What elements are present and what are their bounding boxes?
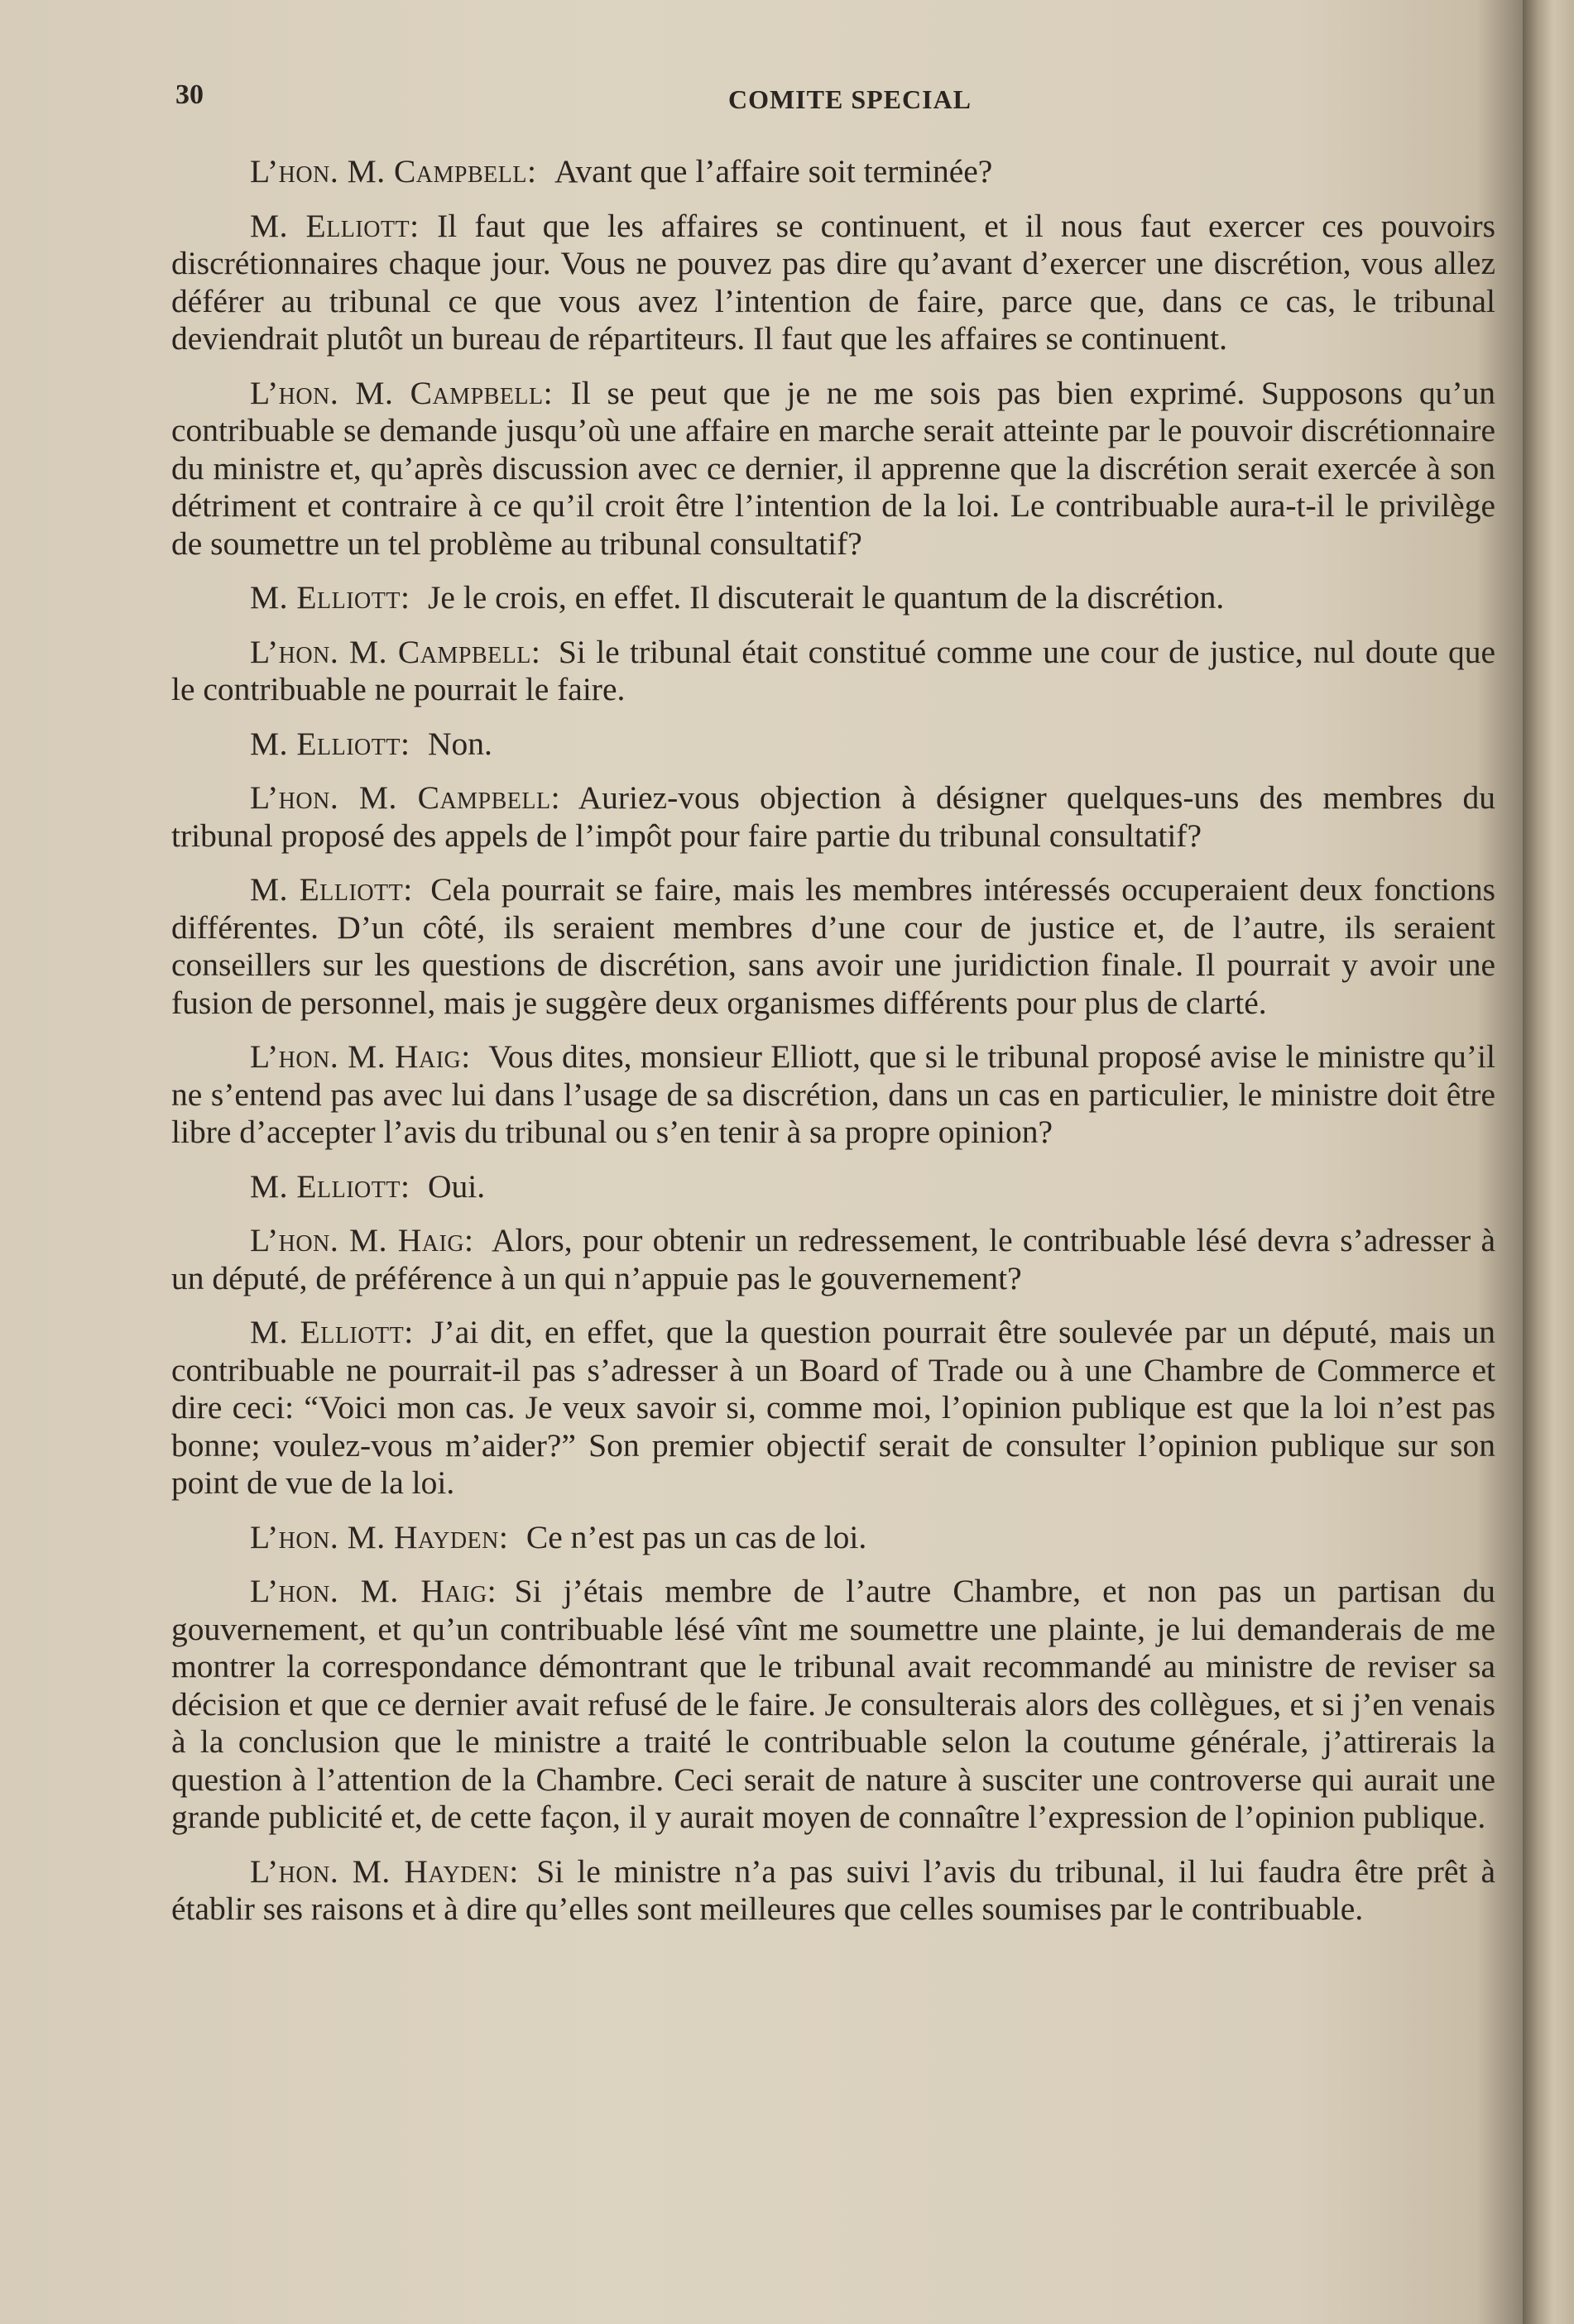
dialogue-text: Vous dites, monsieur Elliott, que si le tribunal proposé avise le ministre qu’il ne s’entend pas avec lui dans l’usage de sa discrétion, dans un cas en particulier, le ministre doit être libre d’accepter l’avis du tribunal ou s’en tenir à sa propre opinion? — [171, 1038, 1495, 1150]
speaker-name: L’hon. M. Haig — [250, 1038, 462, 1075]
speaker-name: L’hon. M. Haig — [250, 1222, 465, 1258]
dialogue-text: Alors, pour obtenir un redressement, le contribuable lésé devra s’adresser à un député, de préférence à un qui n’appuie pas le gouvernement? — [171, 1222, 1495, 1296]
dialogue-text: Si le tribunal était constitué comme une cour de justice, nul doute que le contribuable ne pourrait le faire. — [171, 633, 1495, 707]
dialogue-entry: L’hon. M. Haig: Si j’étais membre de l’autre Chambre, et non pas un partisan du gouvernement, et qu’un contribuable lésé vînt me soumettre une plainte, je lui demanderais de me montrer la correspondance démontrant que le tribunal avait recommandé au ministre de reviser sa décision et que ce dernier avait refusé de le faire. Je consulterais alors des collègues, et si j’en venais à la conclusion que le ministre a traité le contribuable selon la coutume générale, j’attirerais la question à l’attention de la Chambre. Ceci serait de nature à susciter une controverse qui aurait une grande publicité et, de cette façon, il y aurait moyen de connaître l’expression de l’opinion publique. — [171, 1573, 1495, 1835]
dialogue-entry: M. Elliott: Cela pourrait se faire, mais les membres intéressés occuperaient deux fonctions différentes. D’un côté, ils seraient membres d’une cour de justice et, de l’autre, ils seraient conseillers sur les questions de discrétion, sans avoir une juridiction finale. Il pourrait y avoir une fusion de personnel, mais je suggère deux organismes différents pour plus de clarté. — [171, 871, 1495, 1021]
transcript-body — [171, 153, 1495, 1945]
dialogue-entry: L’hon. M. Campbell: Auriez-vous objection à désigner quelques-uns des membres du tribunal proposé des appels de l’impôt pour faire partie du tribunal consultatif? — [171, 779, 1495, 854]
dialogue-text: Cela pourrait se faire, mais les membres intéressés occuperaient deux fonctions différentes. D’un côté, ils seraient membres d’une cour de justice et, de l’autre, ils seraient conseillers sur les questions de discrétion, sans avoir une juridiction finale. Il pourrait y avoir une fusion de personnel, mais je suggère deux organismes différents pour plus de clarté. — [171, 871, 1495, 1021]
dialogue-text: Il faut que les affaires se continuent, et il nous faut exercer ces pouvoirs discrétionnaires chaque jour. Vous ne pouvez pas dire qu’avant d’exercer une discrétion, vous allez déférer au tribunal ce que vous avez l’intention de faire, parce que, dans ce cas, le tribunal deviendrait plutôt un bureau de répartiteurs. Il faut que les affaires se continuent. — [171, 207, 1495, 357]
book-gutter — [1523, 0, 1574, 2324]
speaker-name: L’hon. M. Campbell — [250, 153, 527, 189]
dialogue-text: Je le crois, en effet. Il discuterait le quantum de la discrétion. — [427, 579, 1225, 616]
dialogue-entry: L’hon. M. Haig: Vous dites, monsieur Elliott, que si le tribunal proposé avise le ministre qu’il ne s’entend pas avec lui dans l’usage de sa discrétion, dans un cas en particulier, le ministre doit être libre d’accepter l’avis du tribunal ou s’en tenir à sa propre opinion? — [171, 1038, 1495, 1150]
running-title: COMITE SPECIAL — [727, 84, 972, 114]
dialogue-entry: M. Elliott: Il faut que les affaires se continuent, et il nous faut exercer ces pouvoirs discrétionnaires chaque jour. Vous ne pouvez pas dire qu’avant d’exercer une discrétion, vous allez déférer au tribunal ce que vous avez l’intention de faire, parce que, dans ce cas, le tribunal deviendrait plutôt un bureau de répartiteurs. Il faut que les affaires se continuent. — [171, 207, 1495, 357]
dialogue-text: J’ai dit, en effet, que la question pourrait être soulevée par un député, mais un contribuable ne pourrait-il pas s’adresser à un Board of Trade ou à une Chambre de Commerce et dire ceci: “Voici mon cas. Je veux savoir si, comme moi, l’opinion publique est que la loi n’est pas bonne; voulez-vous m’aider?” Son premier objectif serait de consulter l’opinion publique sur son point de vue de la loi. — [171, 1314, 1495, 1501]
speaker-name: M. Elliott — [250, 579, 401, 616]
speaker-name: M. Elliott — [250, 871, 404, 908]
dialogue-entry: L’hon. M. Campbell: Il se peut que je ne me sois pas bien exprimé. Supposons qu’un contribuable se demande jusqu’où une affaire en marche serait atteinte par le pouvoir discrétionnaire du ministre et, qu’après discussion avec ce dernier, il apprenne que la discrétion serait exercée à son détriment et contraire à ce qu’il croit être l’intention de la loi. Le contribuable aura-t-il le privilège de soumettre un tel problème au tribunal consultatif? — [171, 374, 1495, 562]
dialogue-text: Si j’étais membre de l’autre Chambre, et non pas un partisan du gouvernement, et qu’un contribuable lésé vînt me soumettre une plainte, je lui demanderais de me montrer la correspondance démontrant que le tribunal avait recommandé au ministre de reviser sa décision et que ce dernier avait refusé de le faire. Je consulterais alors des collègues, et si j’en venais à la conclusion que le ministre a traité le contribuable selon la coutume générale, j’attirerais la question à l’attention de la Chambre. Ceci serait de nature à susciter une controverse qui aurait une grande publicité et, de cette façon, il y aurait moyen de connaître l’expression de l’opinion publique. — [171, 1573, 1495, 1835]
speaker-name: L’hon. M. Hayden — [250, 1852, 510, 1890]
dialogue-entry: L’hon. M. Hayden: Si le ministre n’a pas suivi l’avis du tribunal, il lui faudra être prêt à établir ses raisons et à dire qu’elles sont meilleures que celles soumises par le contribuable. — [171, 1852, 1495, 1927]
page-header — [175, 79, 1524, 129]
dialogue-text: Auriez-vous objection à désigner quelques-uns des membres du tribunal proposé des appels de l’impôt pour faire partie du tribunal consultatif? — [171, 779, 1495, 854]
page-number: 30 — [175, 79, 204, 110]
speaker-name: L’hon. M. Haig — [250, 1573, 487, 1609]
speaker-name: M. Elliott — [250, 207, 410, 244]
dialogue-text: Avant que l’affaire soit terminée? — [554, 153, 993, 189]
dialogue-entry: M. Elliott: Non. — [250, 725, 492, 762]
dialogue-entry: M. Elliott: Je le crois, en effet. Il discuterait le quantum de la discrétion. — [250, 579, 1225, 616]
speaker-name: L’hon. M. Campbell — [250, 633, 531, 670]
dialogue-entry: L’hon. M. Hayden: Ce n’est pas un cas de loi. — [250, 1518, 867, 1555]
dialogue-text: Il se peut que je ne me sois pas bien exprimé. Supposons qu’un contribuable se demande jusqu’où une affaire en marche serait atteinte par le pouvoir discrétionnaire du ministre et, qu’après discussion avec ce dernier, il apprenne que la discrétion serait exercée à son détriment et contraire à ce qu’il croit être l’intention de la loi. Le contribuable aura-t-il le privilège de soumettre un tel problème au tribunal consultatif? — [171, 374, 1495, 562]
speaker-name: M. Elliott — [250, 1314, 405, 1350]
dialogue-entry: L’hon. M. Campbell: Avant que l’affaire soit terminée? — [250, 153, 993, 189]
dialogue-entry: L’hon. M. Haig: Alors, pour obtenir un redressement, le contribuable lésé devra s’adresser à un député, de préférence à un qui n’appuie pas le gouvernement? — [171, 1222, 1495, 1296]
dialogue-text: Si le ministre n’a pas suivi l’avis du tribunal, il lui faudra être prêt à établir ses raisons et à dire qu’elles sont meilleures que celles soumises par le contribuable. — [171, 1852, 1495, 1927]
speaker-name: M. Elliott — [250, 1167, 401, 1205]
speaker-name: M. Elliott — [250, 725, 401, 762]
speaker-name: L’hon. M. Campbell — [250, 374, 544, 411]
dialogue-text: Oui. — [427, 1167, 486, 1205]
dialogue-entry: M. Elliott: J’ai dit, en effet, que la question pourrait être soulevée par un député, mais un contribuable ne pourrait-il pas s’adresser à un Board of Trade ou à une Chambre de Commerce et dire ceci: “Voici mon cas. Je veux savoir si, comme moi, l’opinion publique est que la loi n’est pas bonne; voulez-vous m’aider?” Son premier objectif serait de consulter l’opinion publique sur son point de vue de la loi. — [171, 1314, 1495, 1501]
dialogue-text: Ce n’est pas un cas de loi. — [525, 1518, 867, 1555]
speaker-name: L’hon. M. Hayden — [250, 1518, 499, 1555]
dialogue-entry: L’hon. M. Campbell: Si le tribunal était constitué comme une cour de justice, nul doute que le contribuable ne pourrait le faire. — [171, 633, 1495, 707]
dialogue-text: Non. — [427, 725, 492, 762]
dialogue-entry: M. Elliott: Oui. — [250, 1167, 486, 1205]
speaker-name: L’hon. M. Campbell — [250, 779, 551, 816]
